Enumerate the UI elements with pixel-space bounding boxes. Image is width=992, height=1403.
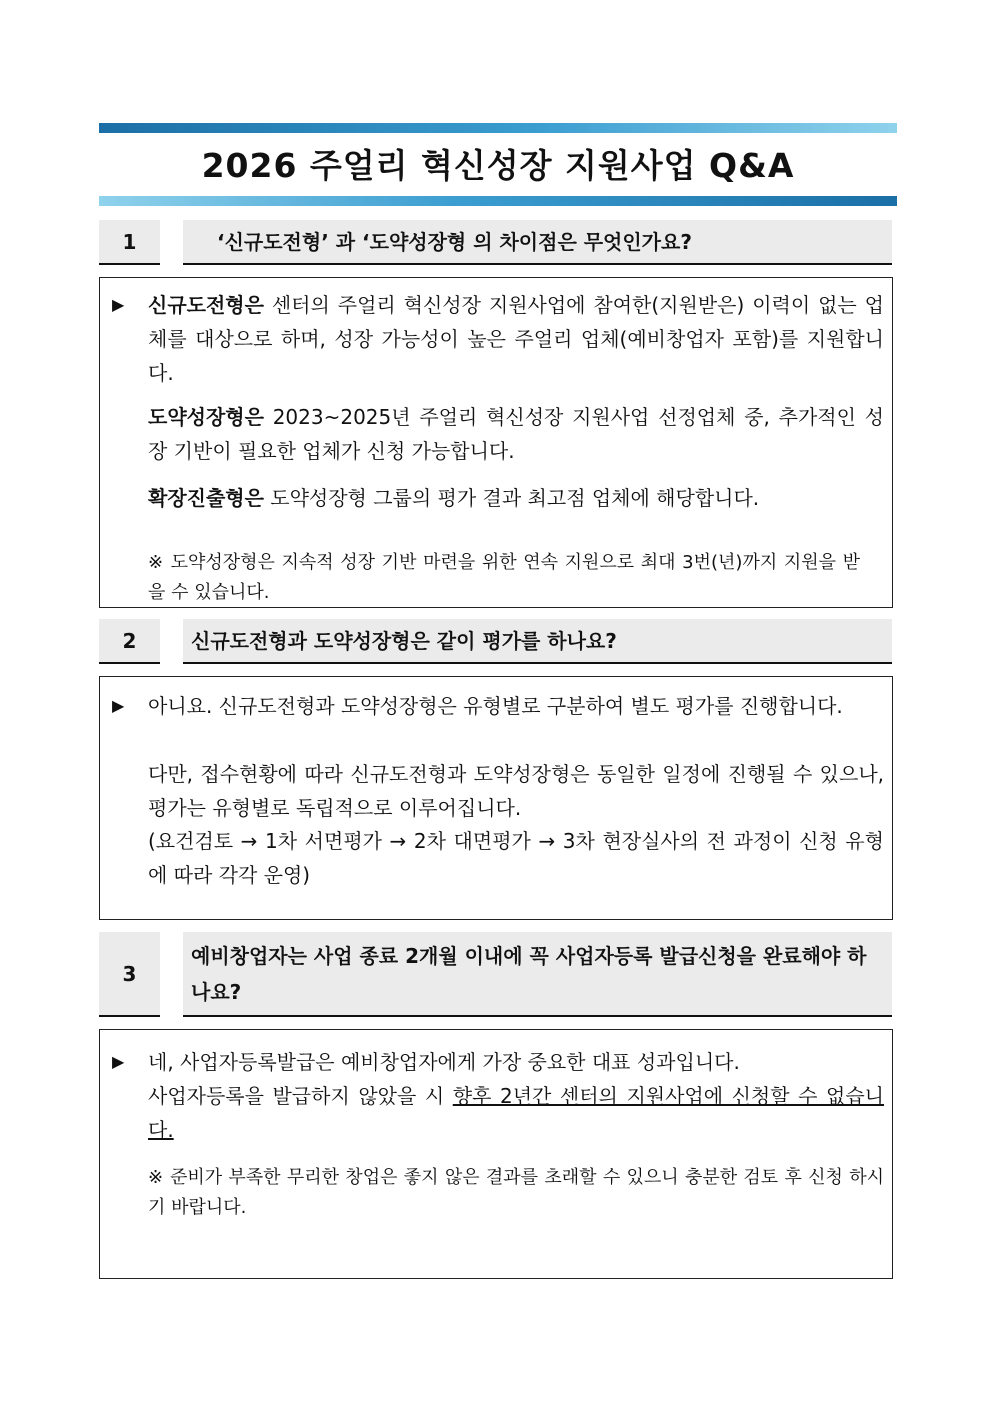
answer-2-paragraph-3: (요건검토 → 1차 서면평가 → 2차 대면평가 → 3차 현장실사의 전 과정이 신청 유형에 따라 각각 운영) bbox=[148, 829, 884, 887]
question-3-number: 3 bbox=[99, 932, 160, 1017]
answer-3-text-plain: 사업자등록을 발급하지 않았을 시 bbox=[148, 1084, 453, 1108]
answer-1-term-3: 확장진출형은 bbox=[148, 486, 264, 510]
bullet-arrow-icon: ▶ bbox=[112, 696, 125, 715]
answer-1-term-2: 도약성장형은 bbox=[148, 405, 264, 429]
document-title: 2026 주얼리 혁신성장 지원사업 Q&A bbox=[201, 146, 795, 185]
answer-1-text-2: 2023~2025년 주얼리 혁신성장 지원사업 선정업체 중, 추가적인 성장 기반이 필요한 업체가 신청 가능합니다. bbox=[148, 405, 884, 463]
title-top-bar bbox=[99, 123, 897, 133]
answer-1-text-3: 도약성장형 그룹의 평가 결과 최고점 업체에 해당합니다. bbox=[263, 486, 760, 510]
answer-2-box bbox=[99, 676, 893, 920]
question-3-text: 예비창업자는 사업 종료 2개월 이내에 꼭 사업자등록 발급신청을 완료해야 하나요? bbox=[183, 932, 892, 1017]
answer-3-box bbox=[99, 1029, 893, 1279]
answer-1-term-1: 신규도전형은 bbox=[148, 293, 264, 317]
answer-3-paragraph-2 bbox=[148, 1079, 884, 1147]
answer-2-paragraph-1: 아니요. 신규도전형과 도약성장형은 유형별로 구분하여 별도 평가를 진행합니다. bbox=[148, 694, 843, 718]
answer-1-box bbox=[99, 277, 893, 608]
answer-1-paragraph-3 bbox=[148, 481, 884, 515]
answer-2-paragraph-2: 다만, 접수현황에 따라 신규도전형과 도약성장형은 동일한 일정에 진행될 수 있으나, 평가는 유형별로 독립적으로 이루어집니다. bbox=[148, 762, 884, 820]
answer-1-note: ※ 도약성장형은 지속적 성장 기반 마련을 위한 연속 지원으로 최대 3번(년)까지 지원을 받을 수 있습니다. bbox=[148, 552, 860, 603]
question-1-text: ‘신규도전형’ 과 ‘도약성장형 의 차이점은 무엇인가요? bbox=[183, 220, 892, 265]
answer-1-text-1: 센터의 주얼리 혁신성장 지원사업에 참여한(지원받은) 이력이 없는 업체를 대상으로 하며, 성장 가능성이 높은 주얼리 업체(예비창업자 포함)를 지원합니다. bbox=[148, 293, 884, 385]
bullet-arrow-icon: ▶ bbox=[112, 1052, 125, 1071]
bullet-arrow-icon: ▶ bbox=[112, 295, 125, 314]
answer-3-note: ※ 준비가 부족한 무리한 창업은 좋지 않은 결과를 초래할 수 있으니 충분한 검토 후 신청 하시기 바랍니다. bbox=[148, 1167, 884, 1218]
title-bottom-bar bbox=[99, 196, 897, 206]
answer-3-text-underlined: 향후 2년간 센터의 지원사업에 신청할 수 없습니다. bbox=[148, 1084, 884, 1142]
question-1-number: 1 bbox=[99, 220, 160, 265]
question-2-text: 신규도전형과 도약성장형은 같이 평가를 하나요? bbox=[183, 619, 892, 664]
answer-3-paragraph-1: 네, 사업자등록발급은 예비창업자에게 가장 중요한 대표 성과입니다. bbox=[148, 1050, 740, 1074]
answer-1-paragraph-2 bbox=[148, 400, 884, 468]
question-2-number: 2 bbox=[99, 619, 160, 664]
answer-1-paragraph-1 bbox=[148, 288, 884, 390]
